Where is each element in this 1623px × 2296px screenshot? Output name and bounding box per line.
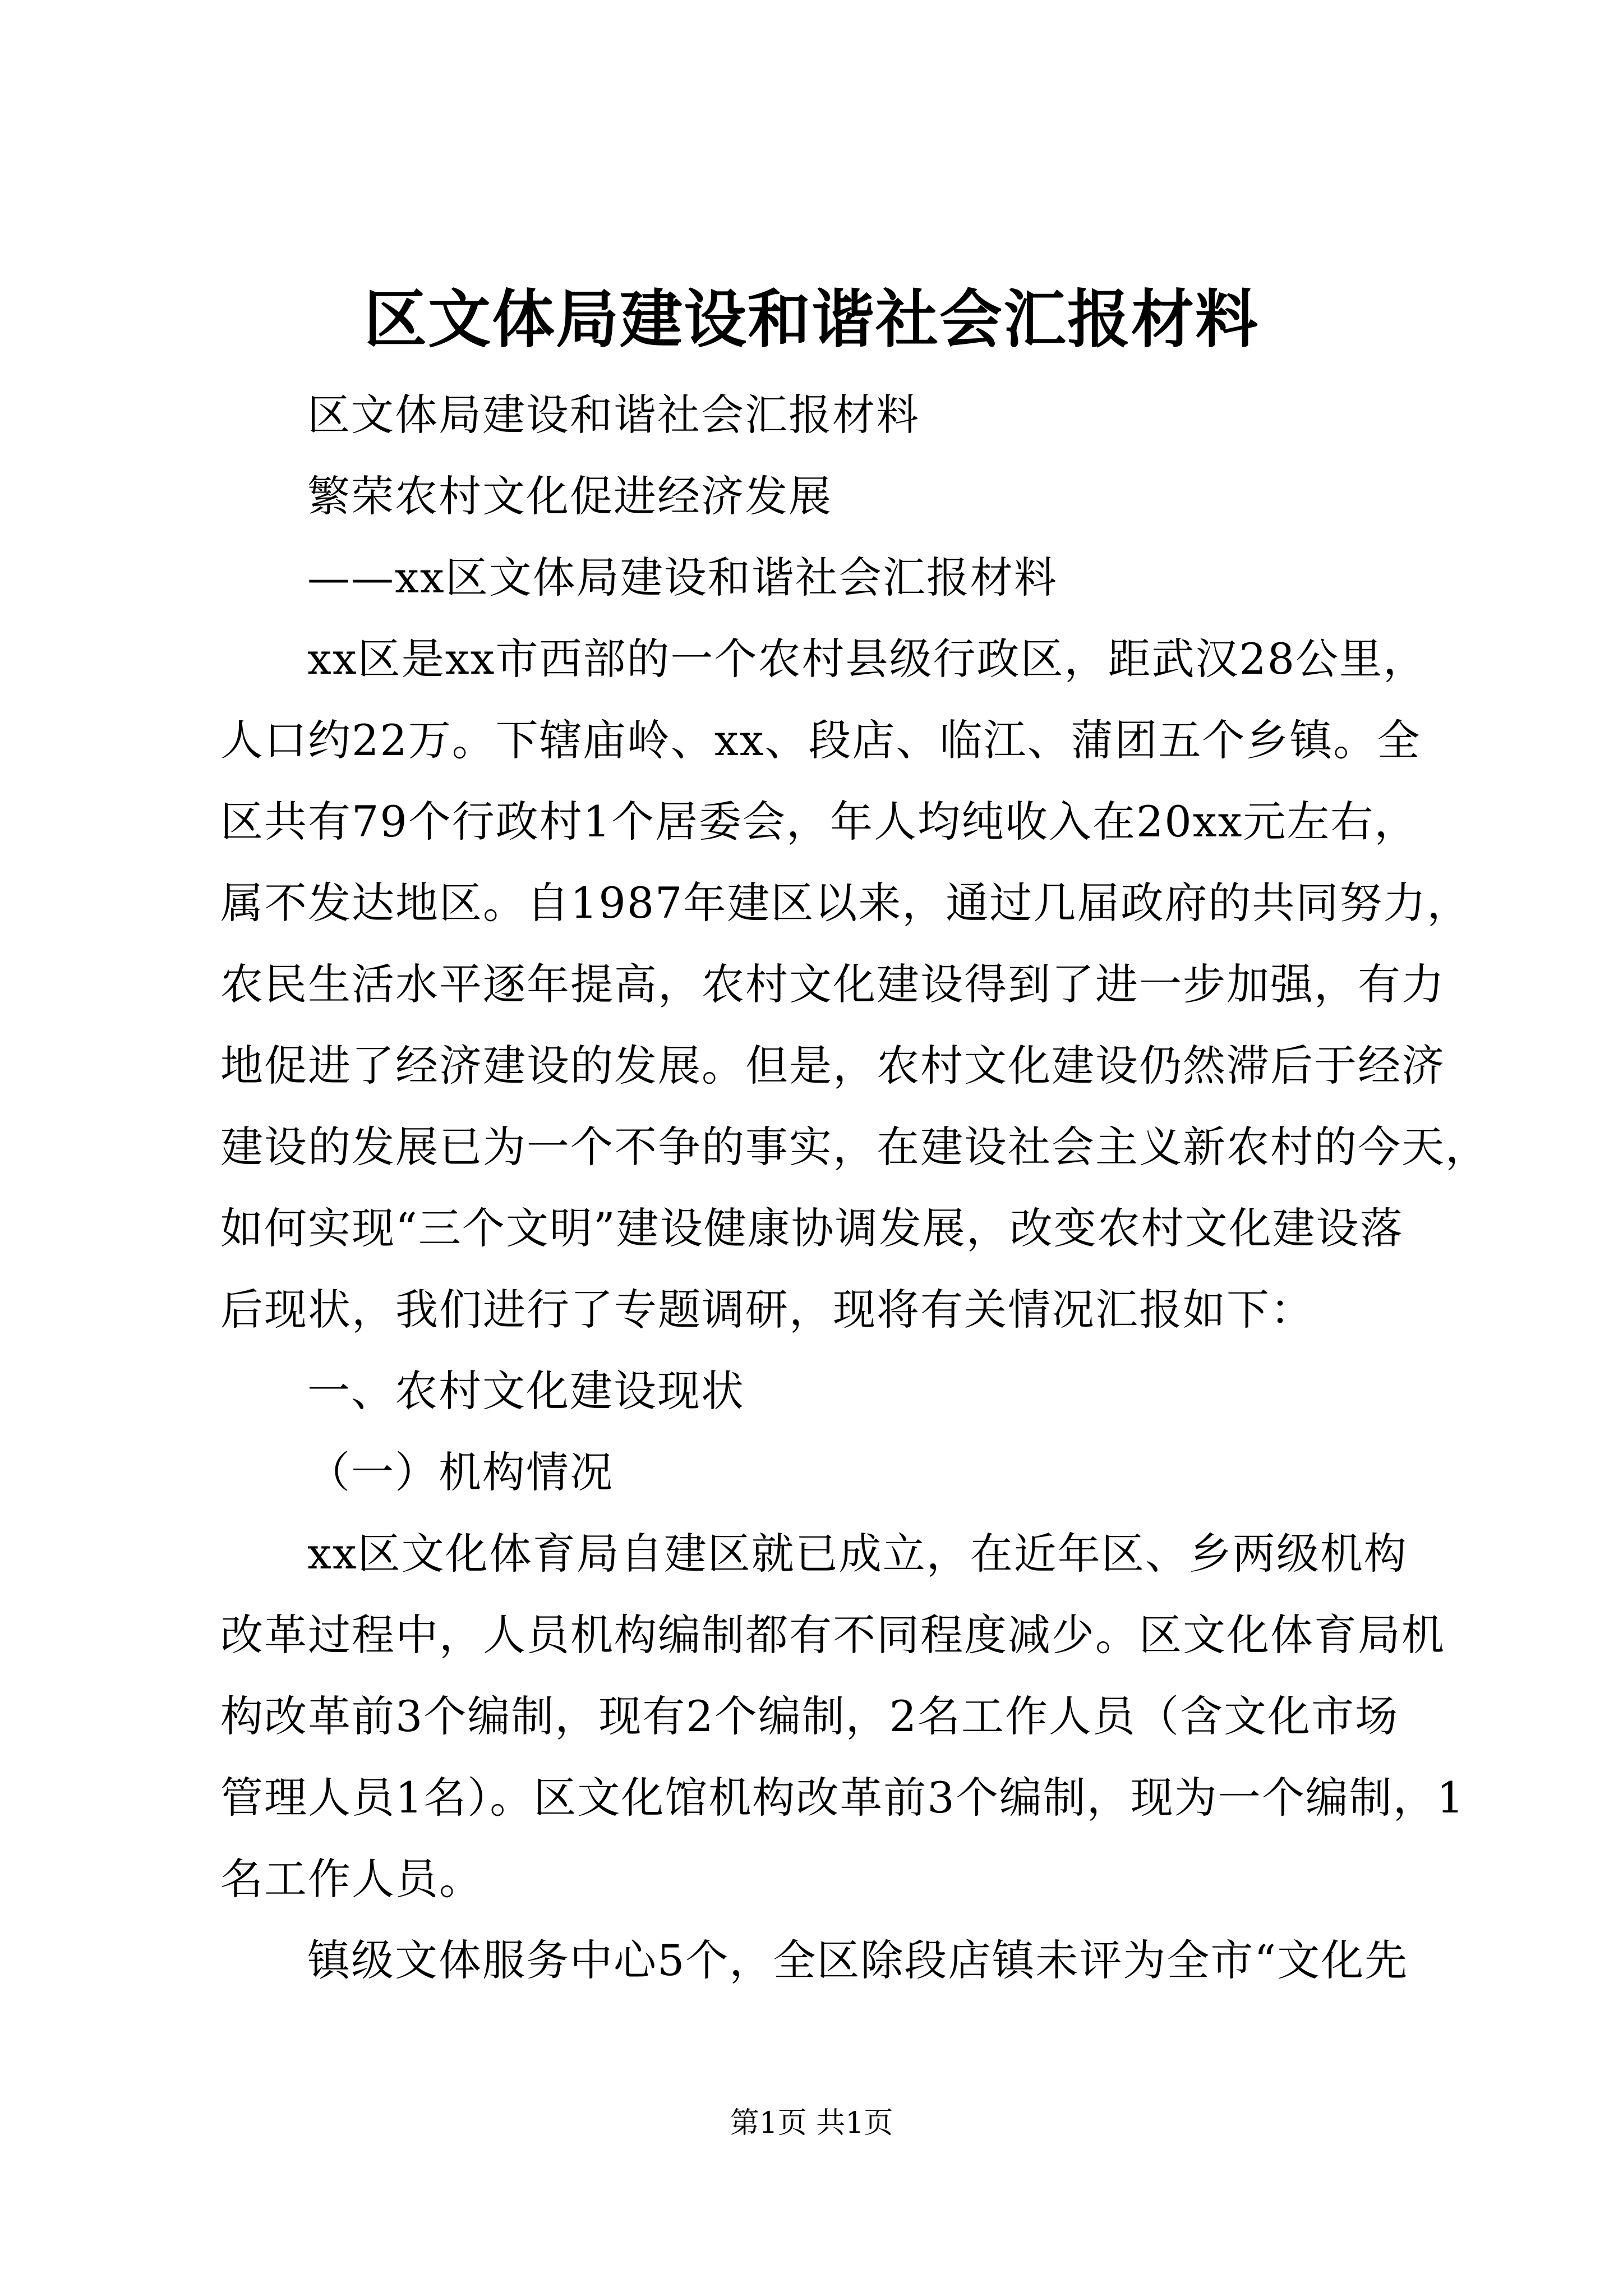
subsection-heading: （一）机构情况 xyxy=(307,1447,614,1497)
paragraph-line: 如何实现“三个文明”建设健康协调发展，改变农村文化建设落 xyxy=(220,1203,1404,1253)
paragraph-line: 管理人员1名）。区文化馆机构改革前3个编制，现为一个编制，1 xyxy=(220,1773,1465,1823)
paragraph-line: 改革过程中，人员机构编制都有不同程度减少。区文化体育局机 xyxy=(220,1610,1445,1660)
document-title: 区文体局建设和谐社会汇报材料 xyxy=(364,283,1259,356)
heading-line: 区文体局建设和谐社会汇报材料 xyxy=(307,390,920,440)
heading-line: 繁荣农村文化促进经济发展 xyxy=(307,471,832,521)
paragraph-line: 名工作人员。 xyxy=(220,1854,483,1904)
paragraph-line: 人口约22万。下辖庙岭、xx、段店、临江、蒲团五个乡镇。全 xyxy=(220,715,1421,765)
paragraph-line: xx区是xx市西部的一个农村县级行政区，距武汉28公里， xyxy=(307,634,1427,684)
section-heading: 一、农村文化建设现状 xyxy=(307,1366,745,1416)
paragraph-line: 构改革前3个编制，现有2个编制，2名工作人员（含文化市场 xyxy=(220,1691,1399,1741)
paragraph-line: 后现状，我们进行了专题调研，现将有关情况汇报如下： xyxy=(220,1285,1314,1335)
paragraph-line: 区共有79个行政村1个居委会，年人均纯收入在20xx元左右， xyxy=(220,797,1418,846)
paragraph-line: 地促进了经济建设的发展。但是，农村文化建设仍然滞后于经济 xyxy=(220,1041,1445,1091)
paragraph-line: 农民生活水平逐年提高，农村文化建设得到了进一步加强，有力 xyxy=(220,959,1445,1009)
paragraph-line: 属不发达地区。自1987年建区以来，通过几届政府的共同努力， xyxy=(220,878,1471,928)
paragraph-line: 建设的发展已为一个不争的事实，在建设社会主义新农村的今天， xyxy=(220,1122,1489,1172)
paragraph-line: 镇级文体服务中心5个，全区除段店镇未评为全市“文化先 xyxy=(307,1935,1409,1985)
paragraph-line: xx区文化体育局自建区就已成立，在近年区、乡两级机构 xyxy=(307,1529,1408,1579)
heading-line: ——xx区文体局建设和谐社会汇报材料 xyxy=(307,553,1058,602)
page-footer: 第1页 共1页 xyxy=(730,2106,893,2140)
